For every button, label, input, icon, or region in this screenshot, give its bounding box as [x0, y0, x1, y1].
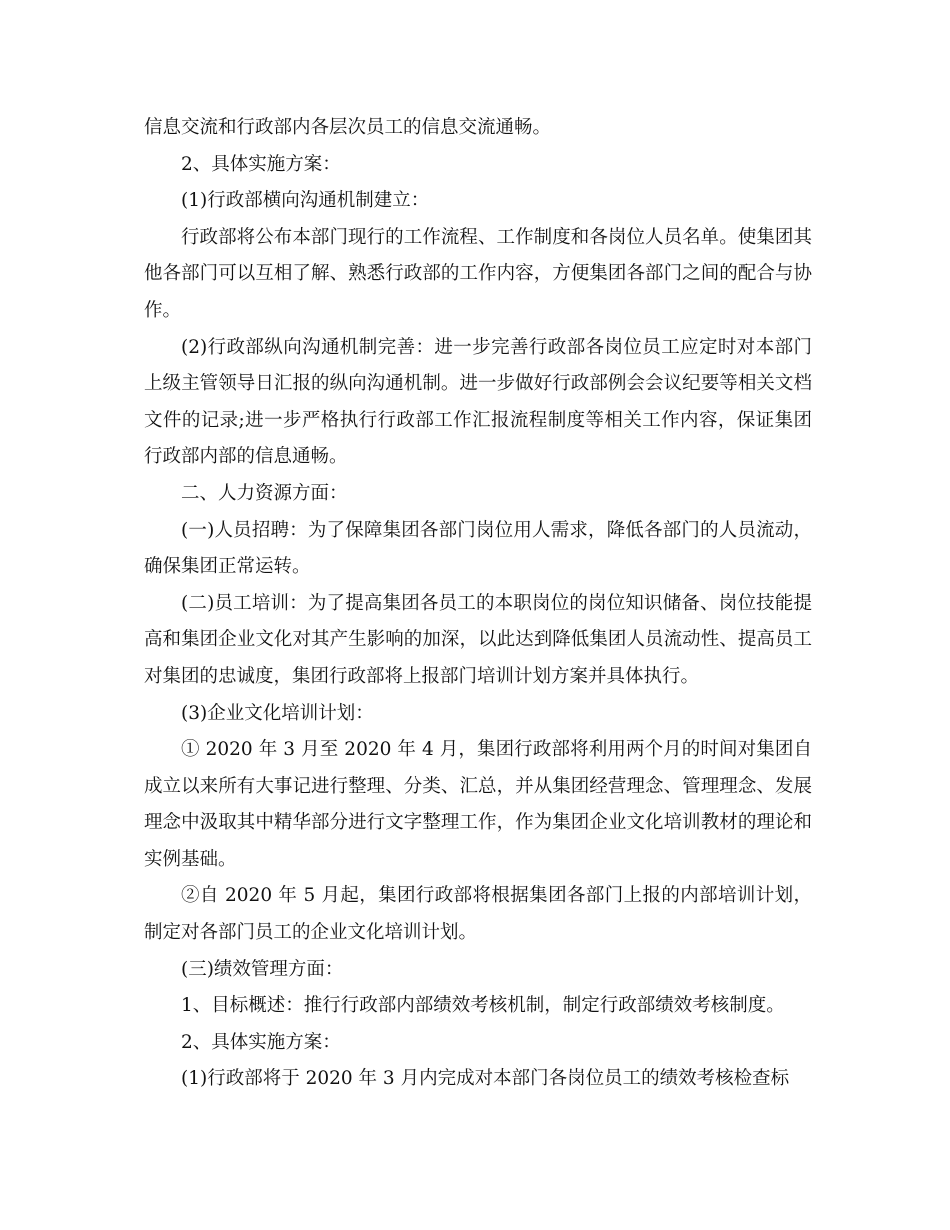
document-body — [144, 110, 812, 1098]
paragraph-2: 2、具体实施方案： — [181, 153, 341, 175]
paragraph-13: 1、目标概述：推行行政部内部绩效考核机制，制定行政部绩效考核制度。 — [181, 995, 785, 1017]
paragraph-6: 二、人力资源方面： — [181, 482, 348, 504]
paragraph-10: ① 2020 年 3 月至 2020 年 4 月，集团行政部将利用两个月的时间对集团自成立以来所有大事记进行整理、分类、汇总，并从集团经营理念、管理理念、发展理念中汲取其中精华部分进行文字整理工作，作为集团企业文化培训教材的理论和实例基础。 — [144, 739, 812, 870]
paragraph-1: 信息交流和行政部内各层次员工的信息交流通畅。 — [144, 117, 552, 138]
paragraph-12: (三)绩效管理方面： — [181, 958, 344, 980]
paragraph-8: (二)员工培训：为了提高集团各员工的本职岗位的岗位知识储备、岗位技能提高和集团企业文化对其产生影响的加深，以此达到降低集团人员流动性、提高员工对集团的忠诚度，集团行政部将上报部门培训计划方案并具体执行。 — [144, 592, 812, 687]
paragraph-15: (1)行政部将于 2020 年 3 月内完成对本部门各岗位员工的绩效考核检查标 — [181, 1068, 790, 1090]
paragraph-5: (2)行政部纵向沟通机制完善：进一步完善行政部各岗位员工应定时对本部门上级主管领导日汇报的纵向沟通机制。进一步做好行政部例会会议纪要等相关文档文件的记录;进一步严格执行行政部工作汇报流程制度等相关工作内容，保证集团行政部内部的信息通畅。 — [144, 336, 812, 468]
paragraph-7: (一)人员招聘：为了保障集团各部门岗位用人需求，降低各部门的人员流动，确保集团正常运转。 — [144, 519, 812, 578]
paragraph-4: 行政部将公布本部门现行的工作流程、工作制度和各岗位人员名单。使集团其他各部门可以互相了解、熟悉行政部的工作内容，方便集团各部门之间的配合与协作。 — [144, 226, 812, 321]
paragraph-9: (3)企业文化培训计划： — [181, 702, 374, 724]
paragraph-3: (1)行政部横向沟通机制建立： — [181, 190, 430, 212]
paragraph-11: ②自 2020 年 5 月起，集团行政部将根据集团各部门上报的内部培训计划，制定对各部门员工的企业文化培训计划。 — [144, 885, 812, 944]
paragraph-14: 2、具体实施方案： — [181, 1031, 341, 1053]
